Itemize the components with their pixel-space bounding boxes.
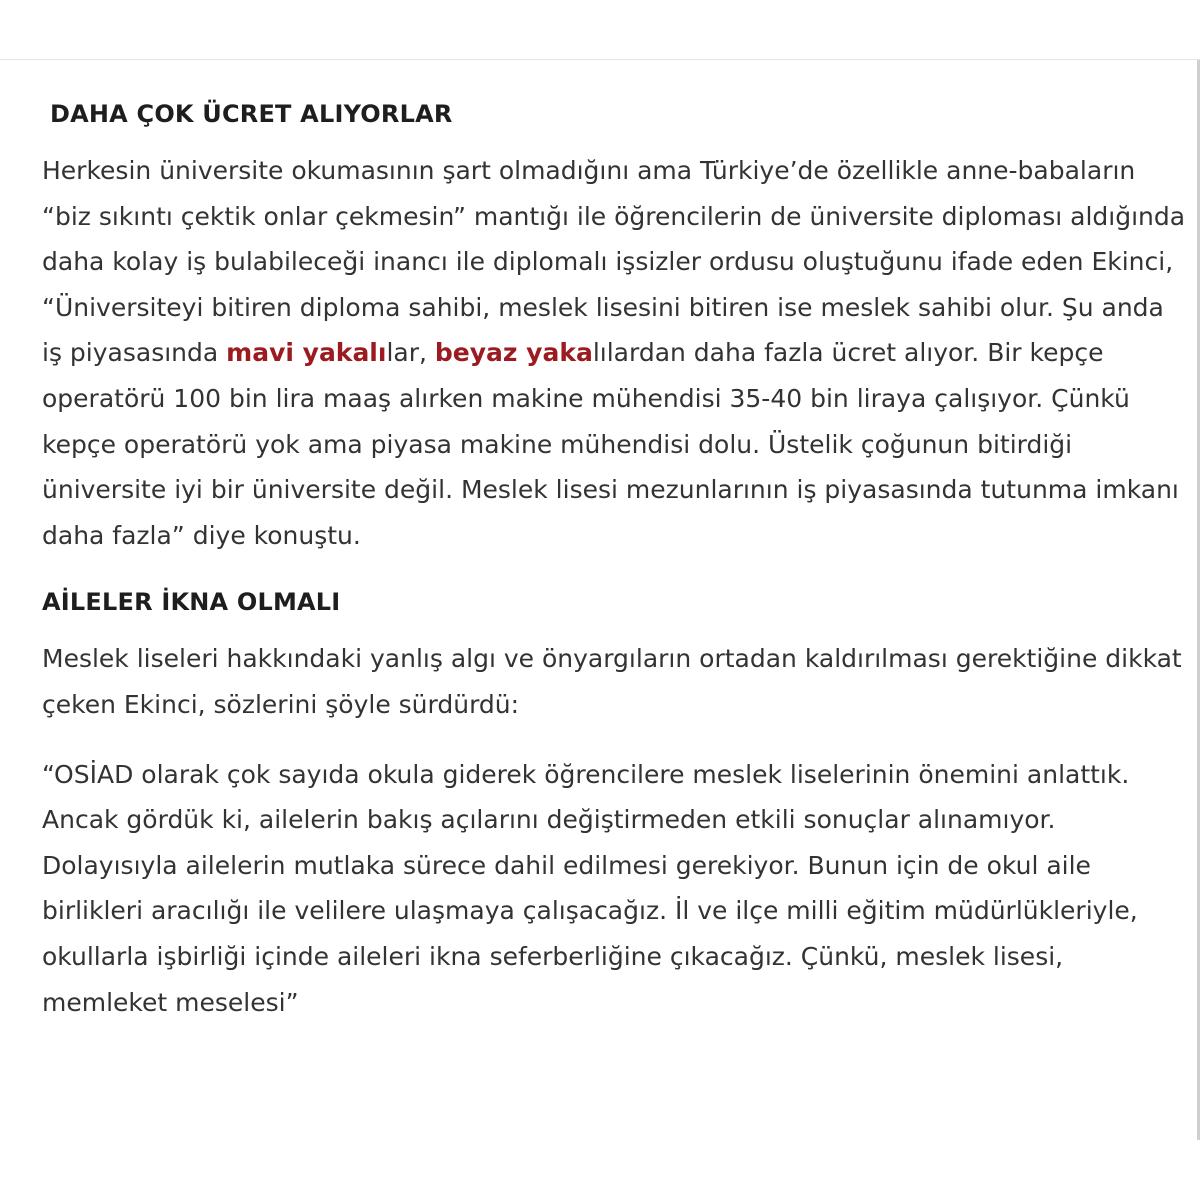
paragraph-1-text-c: lılardan daha fazla ücret alıyor. Bir kepçe operatörü 100 bin lira maaş alırken makine mühendisi 35-40 bin liraya çalışıyor. Çünkü kepçe operatörü yok ama piyasa makine mühendisi dolu. Üstelik çoğunun bitirdiği üniversite iyi bir üniversite değil. Meslek lisesi mezunlarının iş piyasasında tutunma imkanı daha fazla” diye konuştu.: [42, 338, 1179, 550]
paragraph-2: Meslek liseleri hakkındaki yanlış algı ve önyargıların ortadan kaldırılması gerektiğine dikkat çeken Ekinci, sözlerini şöyle sürdürdü:: [42, 644, 1182, 719]
paragraph-1-text-a: Herkesin üniversite okumasının şart olmadığını ama Türkiye’de özellikle anne-babaların “biz sıkıntı çektik onlar çekmesin” mantığı ile öğrencilerin de üniversite diploması aldığında daha kolay iş bulabileceği inancı ile diplomalı işsizler ordusu oluştuğunu ifade eden Ekinci, “Üniversiteyi bitiren diploma sahibi, meslek lisesini bitiren ise meslek sahibi olur. Şu anda iş piyasasında: [42, 156, 1186, 368]
paragraph-3-quote: “OSİAD olarak çok sayıda okula giderek öğrencilere meslek liselerinin önemini anlattık. Ancak gördük ki, ailelerin bakış açılarını değiştirmeden etkili sonuçlar alınamıyor. Dolayısıyla ailelerin mutlaka sürece dahil edilmesi gerekiyor. Bunun için de okul aile birlikleri aracılığı ile velilere ulaşmaya çalışacağız. İl ve ilçe milli eğitim müdürlükleriyle, okullarla işbirliği içinde aileleri ikna seferberliğine çıkacağız. Çünkü, meslek lisesi, memleket meselesi”: [42, 759, 1138, 1017]
article-body: [42, 96, 1187, 1025]
highlight-link-mavi-yakali[interactable]: mavi yakalı: [226, 338, 387, 368]
paragraph-1: [42, 148, 1187, 558]
section-heading-1: DAHA ÇOK ÜCRET ALIYORLAR: [50, 100, 453, 128]
top-divider: [0, 59, 1200, 60]
highlight-link-beyaz-yaka[interactable]: beyaz yaka: [434, 338, 593, 368]
paragraph-1-text-b: lar,: [386, 338, 435, 368]
section-heading-2: AİLELER İKNA OLMALI: [42, 588, 341, 617]
